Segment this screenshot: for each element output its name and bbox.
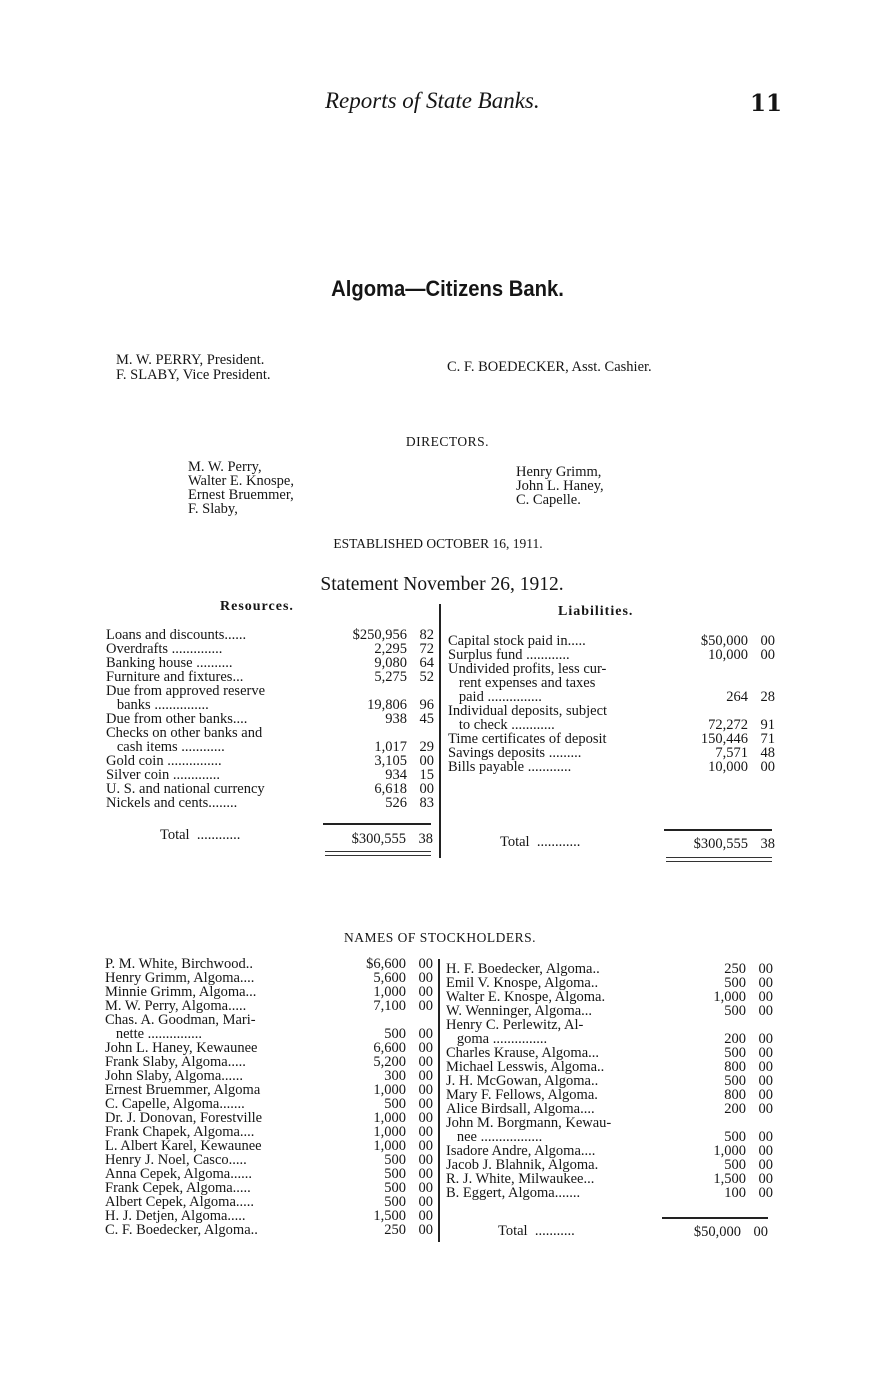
table-row — [105, 971, 433, 985]
row-label: Frank Slaby, Algoma..... — [105, 1055, 246, 1069]
table-row — [105, 1055, 433, 1069]
row-cents: 00 — [418, 956, 433, 972]
row-cents: 00 — [418, 970, 433, 986]
director-name: M. W. Perry, — [188, 459, 262, 475]
row-label: Savings deposits ......... — [448, 746, 582, 760]
row-dollars: 1,000 — [373, 1124, 406, 1140]
row-label: Gold coin ............... — [106, 754, 222, 768]
row-dollars: 100 — [724, 1185, 746, 1201]
table-row — [446, 1130, 773, 1144]
row-dollars: 500 — [724, 1003, 746, 1019]
table-row — [448, 760, 775, 774]
liabilities-total-cents: 38 — [760, 836, 775, 852]
row-label: C. F. Boedecker, Algoma.. — [105, 1223, 258, 1237]
liabilities-total-row — [500, 834, 580, 851]
row-cents: 00 — [418, 1138, 433, 1154]
row-dollars: 526 — [385, 795, 407, 811]
row-dollars — [333, 1013, 406, 1027]
table-row — [106, 684, 434, 698]
row-label: to check ............ — [448, 718, 555, 732]
table-row — [448, 634, 775, 648]
row-cents: 72 — [419, 641, 434, 657]
row-dollars: 500 — [724, 975, 746, 991]
row-cents: 00 — [418, 1152, 433, 1168]
row-label: Overdrafts .............. — [106, 642, 223, 656]
row-dollars — [668, 676, 748, 690]
row-dollars: 938 — [385, 711, 407, 727]
row-label: Anna Cepek, Algoma...... — [105, 1167, 252, 1181]
row-label: Surplus fund ............ — [448, 648, 570, 662]
row-cents: 00 — [758, 1059, 773, 1075]
row-dollars: 10,000 — [708, 647, 748, 663]
row-dollars: 250 — [384, 1222, 406, 1238]
row-dollars: 300 — [384, 1068, 406, 1084]
table-row — [446, 1060, 773, 1074]
row-cents: 00 — [758, 1045, 773, 1061]
row-label: Henry C. Perlewitz, Al- — [446, 1018, 584, 1032]
row-dollars: 6,618 — [374, 781, 407, 797]
row-dollars: 500 — [384, 1152, 406, 1168]
established-line: ESTABLISHED OCTOBER 16, 1911. — [333, 536, 543, 551]
row-dollars: 19,806 — [367, 697, 407, 713]
row-label: Mary F. Fellows, Algoma. — [446, 1088, 598, 1102]
table-row — [446, 1102, 773, 1116]
row-dollars: 200 — [724, 1031, 746, 1047]
row-label: cash items ............ — [106, 740, 225, 754]
row-dollars: 1,000 — [713, 1143, 746, 1159]
row-label: W. Wenninger, Algoma... — [446, 1004, 593, 1018]
row-label: B. Eggert, Algoma....... — [446, 1186, 581, 1200]
row-label: M. W. Perry, Algoma..... — [105, 999, 247, 1013]
row-label: Henry J. Noel, Casco..... — [105, 1153, 247, 1167]
row-dollars: 1,500 — [373, 1208, 406, 1224]
row-label: Bills payable ............ — [448, 760, 572, 774]
table-row — [105, 1027, 433, 1041]
row-label: Silver coin ............. — [106, 768, 220, 782]
row-cents: 00 — [758, 961, 773, 977]
row-label: Isadore Andre, Algoma.... — [446, 1144, 596, 1158]
table-row — [446, 962, 773, 976]
table-row — [106, 768, 434, 782]
row-cents — [406, 1013, 433, 1027]
row-cents: 15 — [419, 767, 434, 783]
table-row — [446, 1032, 773, 1046]
row-label: Dr. J. Donovan, Forestville — [105, 1111, 263, 1125]
director-name: Henry Grimm, — [516, 464, 602, 480]
total-dots: ............ — [536, 834, 581, 850]
row-label: H. F. Boedecker, Algoma.. — [446, 962, 600, 976]
row-dollars: 200 — [724, 1101, 746, 1117]
table-row — [105, 999, 433, 1013]
row-label: banks ............... — [106, 698, 209, 712]
row-dollars: 1,017 — [374, 739, 407, 755]
row-label: John Slaby, Algoma...... — [105, 1069, 244, 1083]
row-dollars: 150,446 — [700, 731, 748, 747]
stockholders-total-rule — [662, 1217, 768, 1219]
row-label: Albert Cepek, Algoma..... — [105, 1195, 255, 1209]
row-label: Alice Birdsall, Algoma.... — [446, 1102, 595, 1116]
row-cents: 00 — [758, 989, 773, 1005]
row-cents: 71 — [760, 731, 775, 747]
liabilities-heading: Liabilities. — [558, 604, 634, 619]
row-cents: 00 — [418, 1040, 433, 1056]
table-row — [105, 1013, 433, 1027]
row-cents: 00 — [758, 1073, 773, 1089]
bank-title: Algoma—Citizens Bank. — [331, 276, 564, 301]
table-row — [446, 1186, 773, 1200]
director-name: F. Slaby, — [188, 501, 238, 517]
table-row — [446, 1172, 773, 1186]
row-label: Banking house .......... — [106, 656, 233, 670]
row-label: Henry Grimm, Algoma.... — [105, 971, 255, 985]
row-cents: 52 — [419, 669, 434, 685]
row-label: Time certificates of deposit — [448, 732, 607, 746]
row-cents — [746, 1116, 773, 1130]
liabilities-table — [448, 634, 775, 774]
row-cents: 00 — [418, 1096, 433, 1112]
row-dollars: 72,272 — [708, 717, 748, 733]
stockholders-heading: NAMES OF STOCKHOLDERS. — [344, 930, 536, 945]
table-row — [106, 796, 434, 810]
table-row — [106, 698, 434, 712]
row-label: John L. Haney, Kewaunee — [105, 1041, 258, 1055]
row-label: Emil V. Knospe, Algoma.. — [446, 976, 599, 990]
row-label: U. S. and national currency — [106, 782, 265, 796]
director-name: Walter E. Knospe, — [188, 473, 294, 489]
row-dollars — [668, 662, 748, 676]
stockholders-total-cents: 00 — [753, 1224, 768, 1240]
total-dots: ............ — [196, 827, 241, 843]
row-cents: 64 — [419, 655, 434, 671]
row-cents: 00 — [758, 1143, 773, 1159]
row-cents: 00 — [758, 1157, 773, 1173]
row-dollars: 6,600 — [373, 1040, 406, 1056]
row-cents: 00 — [418, 984, 433, 1000]
table-row — [105, 1125, 433, 1139]
row-label: rent expenses and taxes — [448, 676, 596, 690]
directors-right — [516, 465, 604, 507]
row-cents: 00 — [418, 1110, 433, 1126]
liabilities-double-rule — [666, 857, 772, 862]
row-label: Loans and discounts...... — [106, 628, 247, 642]
liabilities-total-rule — [664, 829, 772, 831]
officers-right — [447, 360, 652, 375]
stockholders-divider — [438, 959, 440, 1242]
row-label: paid ............... — [448, 690, 542, 704]
row-cents: 00 — [418, 1166, 433, 1182]
table-row — [105, 957, 433, 971]
row-cents: 00 — [760, 759, 775, 775]
table-row — [446, 1074, 773, 1088]
row-cents — [748, 662, 775, 676]
row-label: nee ................. — [446, 1130, 543, 1144]
row-label: Minnie Grimm, Algoma... — [105, 985, 257, 999]
row-dollars — [326, 726, 407, 740]
table-row — [446, 990, 773, 1004]
row-cents: 82 — [419, 627, 434, 643]
table-row — [106, 726, 434, 740]
table-row — [106, 642, 434, 656]
row-dollars — [668, 1018, 746, 1032]
row-cents: 00 — [758, 1101, 773, 1117]
row-cents: 00 — [418, 1082, 433, 1098]
row-cents: 00 — [760, 647, 775, 663]
officer-line: M. W. PERRY, President. — [116, 352, 265, 368]
row-cents: 00 — [418, 998, 433, 1014]
row-dollars: 2,295 — [374, 641, 407, 657]
row-label: H. J. Detjen, Algoma..... — [105, 1209, 246, 1223]
row-dollars: 500 — [384, 1194, 406, 1210]
table-row — [105, 1083, 433, 1097]
director-name: C. Capelle. — [516, 492, 581, 508]
table-row — [105, 1209, 433, 1223]
table-row — [446, 1144, 773, 1158]
row-cents — [748, 676, 775, 690]
row-cents — [407, 684, 434, 698]
table-row — [106, 740, 434, 754]
table-row — [106, 656, 434, 670]
row-dollars: 10,000 — [708, 759, 748, 775]
table-row — [446, 1018, 773, 1032]
liabilities-total-dollars: $300,555 — [693, 836, 748, 852]
row-dollars: 1,500 — [713, 1171, 746, 1187]
row-dollars: 7,100 — [373, 998, 406, 1014]
row-label: Walter E. Knospe, Algoma. — [446, 990, 606, 1004]
row-dollars — [668, 704, 748, 718]
row-label: Due from approved reserve — [106, 684, 266, 698]
row-label: Capital stock paid in..... — [448, 634, 586, 648]
row-dollars: $50,000 — [700, 633, 748, 649]
row-cents: 00 — [758, 975, 773, 991]
row-dollars: 5,200 — [373, 1054, 406, 1070]
row-label: Charles Krause, Algoma... — [446, 1046, 600, 1060]
row-cents: 48 — [760, 745, 775, 761]
row-cents: 00 — [418, 1208, 433, 1224]
row-label: P. M. White, Birchwood.. — [105, 957, 253, 971]
row-dollars: 1,000 — [373, 984, 406, 1000]
row-label: Undivided profits, less cur- — [448, 662, 607, 676]
table-row — [446, 1158, 773, 1172]
statement-title: Statement November 26, 1912. — [320, 574, 564, 595]
row-label: Frank Chapek, Algoma.... — [105, 1125, 255, 1139]
resources-total-row — [160, 827, 240, 844]
stockholders-total-dollars: $50,000 — [693, 1224, 741, 1240]
table-row — [105, 1139, 433, 1153]
table-row — [105, 1111, 433, 1125]
row-cents: 45 — [419, 711, 434, 727]
row-cents: 00 — [418, 1124, 433, 1140]
row-cents: 00 — [758, 1129, 773, 1145]
director-name: John L. Haney, — [516, 478, 604, 494]
row-label: R. J. White, Milwaukee... — [446, 1172, 595, 1186]
row-dollars — [668, 1116, 746, 1130]
row-cents: 96 — [419, 697, 434, 713]
table-row — [448, 676, 775, 690]
table-row — [105, 985, 433, 999]
table-row — [448, 704, 775, 718]
table-row — [446, 1088, 773, 1102]
row-cents: 00 — [419, 753, 434, 769]
table-row — [105, 1069, 433, 1083]
row-dollars: 3,105 — [374, 753, 407, 769]
officers-left — [116, 353, 271, 383]
statement-divider — [439, 604, 441, 858]
director-name: Ernest Bruemmer, — [188, 487, 294, 503]
table-row — [448, 648, 775, 662]
officer-line: C. F. BOEDECKER, Asst. Cashier. — [447, 359, 652, 375]
row-label: Due from other banks.... — [106, 712, 248, 726]
row-dollars: 7,571 — [715, 745, 748, 761]
row-cents: 00 — [758, 1087, 773, 1103]
stockholders-left-table — [105, 957, 433, 1237]
row-dollars: 934 — [385, 767, 407, 783]
row-label: J. H. McGowan, Algoma.. — [446, 1074, 599, 1088]
row-label: Michael Lesswis, Algoma.. — [446, 1060, 605, 1074]
table-row — [105, 1195, 433, 1209]
row-dollars: $250,956 — [352, 627, 407, 643]
table-row — [106, 754, 434, 768]
row-cents: 00 — [758, 1031, 773, 1047]
row-dollars: 500 — [724, 1157, 746, 1173]
table-row — [446, 1116, 773, 1130]
row-dollars: 5,275 — [374, 669, 407, 685]
stockholders-right-table — [446, 962, 773, 1200]
row-dollars: 1,000 — [713, 989, 746, 1005]
table-row — [106, 712, 434, 726]
table-row — [448, 718, 775, 732]
row-dollars: 500 — [384, 1166, 406, 1182]
table-row — [448, 662, 775, 676]
row-dollars: 250 — [724, 961, 746, 977]
row-cents — [748, 704, 775, 718]
row-label: Nickels and cents........ — [106, 796, 238, 810]
row-cents: 00 — [760, 633, 775, 649]
table-row — [106, 628, 434, 642]
total-label: Total — [160, 827, 190, 843]
table-row — [106, 782, 434, 796]
page-number: 11 — [750, 90, 783, 117]
row-cents: 00 — [419, 781, 434, 797]
row-cents: 91 — [760, 717, 775, 733]
row-cents: 00 — [418, 1054, 433, 1070]
directors-left — [188, 460, 294, 516]
row-label: Individual deposits, subject — [448, 704, 608, 718]
directors-heading: DIRECTORS. — [405, 434, 490, 449]
row-label: Chas. A. Goodman, Mari- — [105, 1013, 256, 1027]
row-cents: 00 — [418, 1026, 433, 1042]
row-cents: 83 — [419, 795, 434, 811]
row-label: Ernest Bruemmer, Algoma — [105, 1083, 261, 1097]
row-cents: 00 — [418, 1194, 433, 1210]
row-label: Frank Cepek, Algoma..... — [105, 1181, 251, 1195]
row-label: C. Capelle, Algoma....... — [105, 1097, 245, 1111]
row-cents — [407, 726, 434, 740]
resources-table — [106, 628, 434, 810]
row-cents — [746, 1018, 773, 1032]
officer-line: F. SLABY, Vice President. — [116, 367, 271, 383]
table-row — [448, 690, 775, 704]
table-row — [105, 1041, 433, 1055]
row-cents: 00 — [758, 1185, 773, 1201]
row-dollars: 500 — [724, 1129, 746, 1145]
row-label: nette ............... — [105, 1027, 203, 1041]
row-dollars: 5,600 — [373, 970, 406, 986]
total-label: Total — [498, 1223, 528, 1239]
row-label: Jacob J. Blahnik, Algoma. — [446, 1158, 599, 1172]
row-dollars: 9,080 — [374, 655, 407, 671]
row-label: John M. Borgmann, Kewau- — [446, 1116, 612, 1130]
row-label: Checks on other banks and — [106, 726, 263, 740]
stockholders-total-row — [498, 1223, 575, 1240]
table-row — [105, 1181, 433, 1195]
table-row — [448, 746, 775, 760]
row-label: goma ............... — [446, 1032, 548, 1046]
row-cents: 00 — [418, 1068, 433, 1084]
row-cents: 00 — [418, 1222, 433, 1238]
resources-double-rule — [325, 851, 431, 856]
row-cents: 00 — [418, 1180, 433, 1196]
row-dollars: 500 — [384, 1096, 406, 1112]
table-row — [105, 1167, 433, 1181]
row-dollars: 500 — [724, 1045, 746, 1061]
total-label: Total — [500, 834, 530, 850]
row-dollars: 500 — [384, 1180, 406, 1196]
table-row — [446, 976, 773, 990]
row-label: L. Albert Karel, Kewaunee — [105, 1139, 262, 1153]
resources-total-rule — [323, 823, 431, 825]
row-cents: 00 — [758, 1003, 773, 1019]
row-dollars: 500 — [724, 1073, 746, 1089]
row-cents: 29 — [419, 739, 434, 755]
total-dots: ........... — [534, 1223, 575, 1239]
resources-total-cents: 38 — [418, 831, 433, 847]
row-dollars: 800 — [724, 1059, 746, 1075]
row-dollars: 800 — [724, 1087, 746, 1103]
row-dollars: 264 — [726, 689, 748, 705]
row-dollars — [326, 684, 407, 698]
row-cents: 28 — [760, 689, 775, 705]
table-row — [106, 670, 434, 684]
table-row — [446, 1046, 773, 1060]
resources-total-dollars: $300,555 — [351, 831, 406, 847]
resources-heading: Resources. — [220, 599, 294, 614]
row-dollars: 1,000 — [373, 1082, 406, 1098]
table-row — [105, 1097, 433, 1111]
row-dollars: 500 — [384, 1026, 406, 1042]
table-row — [105, 1153, 433, 1167]
running-title: Reports of State Banks. — [325, 88, 540, 113]
row-label: Furniture and fixtures... — [106, 670, 244, 684]
table-row — [446, 1004, 773, 1018]
row-dollars: 1,000 — [373, 1110, 406, 1126]
row-dollars: $6,600 — [366, 956, 406, 972]
row-cents: 00 — [758, 1171, 773, 1187]
table-row — [105, 1223, 433, 1237]
table-row — [448, 732, 775, 746]
row-dollars: 1,000 — [373, 1138, 406, 1154]
